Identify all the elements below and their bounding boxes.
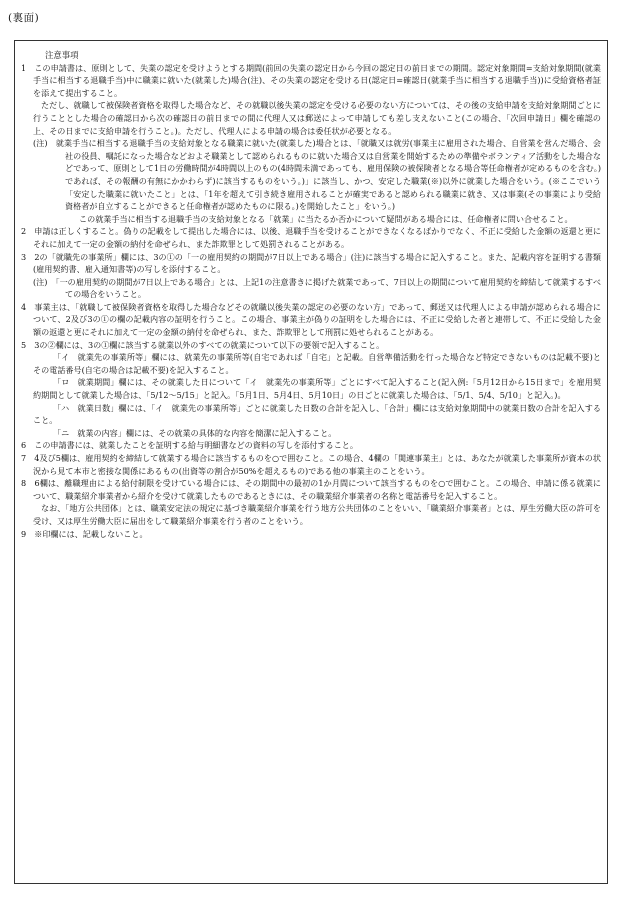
notice-paragraph-6: 3 2の「就職先の事業所」欄には、3の①の「一の雇用契約の期間が7日以上である場合」(注)に該当する場合に記入すること。また、記載内容を証明する書類(雇用契約書、雇入通知書等)の写しを添付すること。	[21, 251, 601, 275]
notice-paragraph-13: 「ニ 就業の内容」欄には、その就業の具体的な内容を簡潔に記入すること。	[53, 427, 337, 438]
notice-paragraph-17: なお、「地方公共団体」とは、職業安定法の規定に基づき職業紹介事業を行う地方公共団体のことをいい、「職業紹介事業者」とは、厚生労働大臣の許可を受け、又は厚生労働大臣に届出をして職業紹介事業を行う者のことをいう。	[33, 503, 601, 526]
notice-paragraph-12: 「ハ 就業日数」欄には、「イ 就業先の事業所等」ごとに就業した日数の合計を記入し、「合計」欄には支給対象期間中の就業日数の合計を記入すること。	[33, 402, 601, 426]
notice-paragraph-11: 「ロ 就業期間」欄には、その就業した日について「イ 就業先の事業所等」ごとにすべて記入すること(記入例:「5月12日から15日まで」を雇用契約期間として就業した場合は、「5/12〜5/15」と記入。「5月1日、5月4日、5月10日」の日ごとに就業した場合は、「5/1、5/4、5/10」と記入。)。	[33, 377, 601, 401]
notice-paragraph-5: 2 申請は正しくすること。偽りの記載をして提出した場合には、以後、退職手当を受けることができなくなるばかりでなく、不正に受給した金額の返還と更にそれに加えて一定の金額の納付を命ぜられ、また詐欺罪として処罰されることがある。	[21, 226, 601, 249]
page-side-label: (裏面)	[8, 12, 40, 24]
notice-paragraph-1: 1 この申請書は、原則として、失業の認定を受けようとする期間(前回の失業の認定日から今回の認定日の前日までの期間。認定対象期間=支給対象期間(就業手当に相当する退職手当)中に職業に就いた(就業した)場合(注)、その失業の認定を受ける日(認定日=確認日(就業手当に相当する退職手当))に受給資格者証を添えて提出すること。	[21, 62, 601, 98]
notice-paragraph-3: (注) 就業手当に相当する退職手当の支給対象となる職業に就いた(就業した)場合とは、「就職又は就労(事業主に雇用された場合、自営業を営んだ場合、会社の役員、嘱託になった場合などおよそ職業として認められるものに就いた場合又は自営業を開始するための準備やボランティア活動をした場合などであって、原則として1日の労働時間が4時間以上のもの(4時間未満であっても、雇用保険の被保険者となる場合等任命権者が定めるものを含む。)であれば、その報酬の有無にかかわらず)に該当するものをいう。)」に該当し、かつ、安定した職業(※)以外に就業した場合をいう。(※ここでいう「安定した職業に就いたこと」とは、「1年を超えて引き続き雇用されることが確実であると認められる職業に就き、又は事業(その事業により受給資格者が自立することができると任命権者が認めたものに限る。)を開始したこと」をいう。)	[33, 138, 601, 212]
notice-paragraph-9: 5 3の②欄には、3の①欄に該当する就業以外のすべての就業について以下の要領で記入すること。	[21, 339, 385, 350]
notice-paragraph-14: 6 この申請書には、就業したことを証明する給与明細書などの資料の写しを添付すること。	[21, 440, 358, 451]
notice-paragraph-10: 「イ 就業先の事業所等」欄には、就業先の事業所等(自宅であれば「自宅」と記載。自営準備活動を行った場合など特定できないものは記載不要)とその電話番号(自宅の場合は記載不要)を記入すること。	[33, 352, 601, 375]
notice-paragraph-7: (注) 「一の雇用契約の期間が7日以上である場合」とは、上記1の注意書きに掲げた就業であって、7日以上の期間について雇用契約を締結して就業するすべての場合をいうこと。	[33, 276, 601, 300]
notice-title: 注意事項	[45, 50, 79, 60]
notice-paragraph-4: この就業手当に相当する退職手当の支給対象となる「就業」に当たるか否かについて疑問がある場合には、任命権者に問い合せること。	[79, 213, 573, 224]
notice-section	[14, 40, 608, 884]
notice-body	[21, 62, 601, 541]
notice-paragraph-18: 9 ※印欄には、記載しないこと。	[21, 528, 148, 539]
notice-paragraph-15: 7 4及び5欄は、雇用契約を締結して就業する場合に該当するものを○で囲むこと。この場合、4欄の「関連事業主」とは、あなたが就業した事業所が資本の状況から見て本市と密接な関係にあるもの(出資等の割合が50%を超えるもの)である他の事業主のことをいう。	[21, 453, 601, 476]
notice-paragraph-8: 4 事業主は、「就職して被保険者資格を取得した場合などその就職以後失業の認定の必要のない方」であって、郵送又は代理人による申請が認められる場合について、2及び3の①の欄の記載内容の証明を行うこと。この場合、事業主が偽りの証明をした場合には、不正に受給した者と連帯して、不正に受給した金額の返還と更にそれに加えて一定の金額の納付を命ぜられ、また、詐欺罪として刑罰に処せられることがある。	[21, 301, 601, 338]
notice-paragraph-16: 8 6欄は、離職理由による給付制限を受けている場合には、その期間中の最初の1か月間について該当するものを○で囲むこと。この場合、申請に係る就業について、職業紹介事業者から紹介を受けて就業したものであるときには、その職業紹介事業者の名称と電話番号を記入すること。	[21, 478, 601, 501]
notice-paragraph-2: ただし、就職して被保険者資格を取得した場合など、その就職以後失業の認定を受ける必要のない方については、その後の支給申請を支給対象期間ごとに行うこととした場合の確認日から次の確認日の前日までの間に代理人又は郵送によって申請しても差し支えないこと(この場合、「次回申請日」欄を確認の上、その日までに支給申請を行うこと。)。ただし、代理人による申請の場合は委任状が必要となる。	[33, 100, 601, 136]
